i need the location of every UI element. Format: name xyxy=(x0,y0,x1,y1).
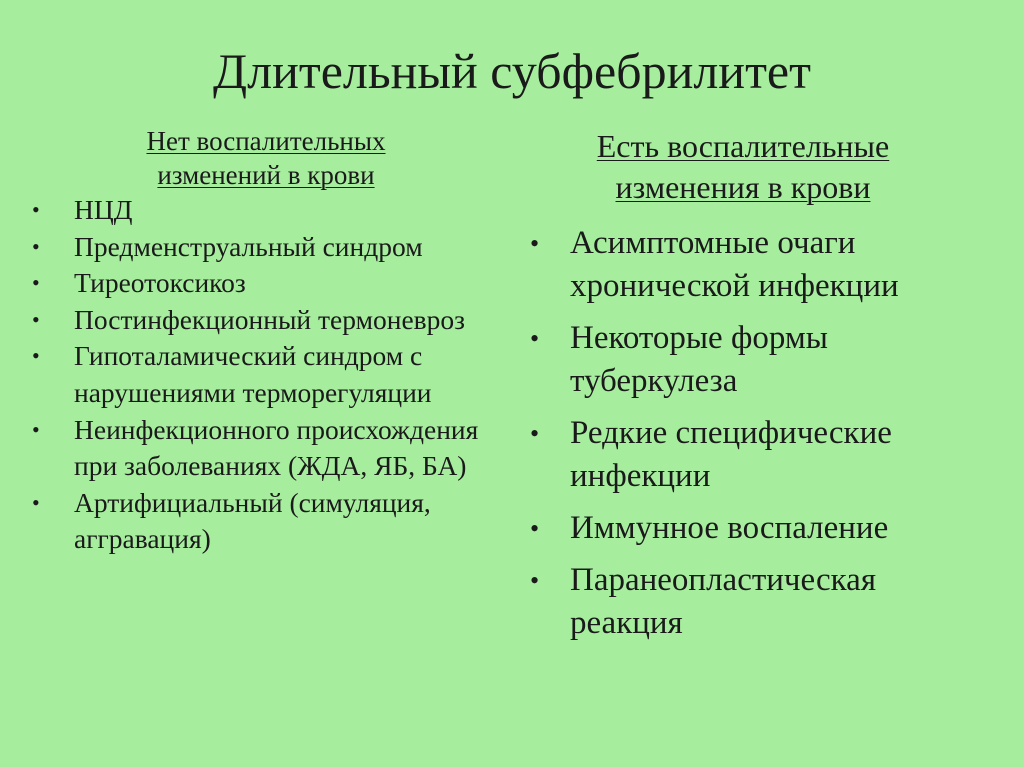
list-item xyxy=(30,229,510,266)
list-item-text: Тиреотоксикоз xyxy=(74,267,246,299)
right-heading-line1: Есть воспалительные xyxy=(596,128,890,164)
bullet-icon: • xyxy=(530,229,540,258)
bullet-icon: • xyxy=(530,566,540,595)
list-item-text: Предменструальный синдром xyxy=(74,230,423,262)
list-item-text: Асимптомные очаги хронической инфекции xyxy=(570,225,899,304)
left-heading-line2: изменений в крови xyxy=(157,160,375,190)
left-column xyxy=(30,124,510,558)
bullet-icon: • xyxy=(32,270,40,296)
list-item-text: Редкие специфические инфекции xyxy=(570,415,892,494)
list-item xyxy=(30,412,510,485)
list-item xyxy=(30,485,510,558)
left-heading-line1: Нет воспалительных xyxy=(146,126,386,156)
bullet-icon: • xyxy=(530,514,540,543)
list-item xyxy=(30,192,510,229)
list-item-text: Постинфекционный термоневроз xyxy=(74,303,466,335)
right-column-heading xyxy=(528,126,958,208)
list-item-text: Паранеопластическая реакция xyxy=(570,562,877,641)
bullet-icon: • xyxy=(530,324,540,353)
list-item xyxy=(30,265,510,302)
list-item-text: Артифициальный (симуляция, аггравация) xyxy=(74,486,431,555)
list-item xyxy=(520,507,990,550)
bullet-icon: • xyxy=(32,306,40,332)
list-item xyxy=(30,338,510,411)
bullet-icon: • xyxy=(32,197,40,222)
list-item-text: Иммунное воспаление xyxy=(570,510,889,546)
right-column xyxy=(520,124,990,654)
right-bullet-list xyxy=(520,222,990,645)
list-item-text: Неинфекционного происхождения при заболеваниях (ЖДА, ЯБ, БА) xyxy=(74,413,479,482)
list-item xyxy=(520,412,990,498)
slide-title: Длительный субфебрилитет xyxy=(213,43,811,99)
list-item xyxy=(30,302,510,339)
bullet-icon: • xyxy=(530,419,540,448)
bullet-icon: • xyxy=(32,233,40,259)
bullet-icon: • xyxy=(32,416,40,442)
list-item-text: Некоторые формы туберкулеза xyxy=(570,320,828,399)
right-heading-line2: изменения в крови xyxy=(615,169,871,205)
list-item xyxy=(520,222,990,308)
left-column-heading xyxy=(30,124,502,192)
list-item-text: НЦД xyxy=(74,194,133,225)
list-item xyxy=(520,559,990,645)
bullet-icon: • xyxy=(32,489,40,515)
left-bullet-list xyxy=(30,192,510,558)
list-item xyxy=(520,317,990,403)
list-item-text: Гипоталамический синдром с нарушениями терморегуляции xyxy=(74,340,432,408)
bullet-icon: • xyxy=(32,343,40,369)
